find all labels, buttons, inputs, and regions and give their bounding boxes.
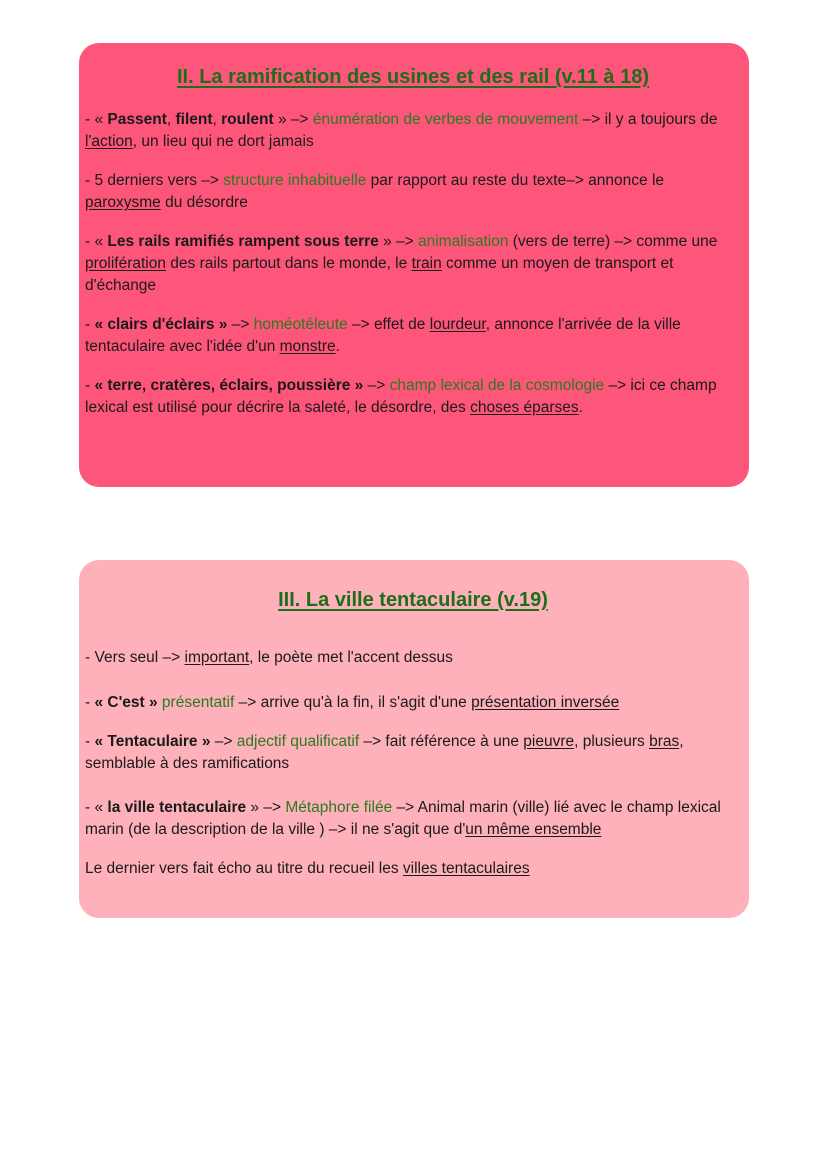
section-title: II. La ramification des usines et des rail (v.11 à 18)	[176, 66, 650, 88]
note-paragraph: - « Les rails ramifiés rampent sous terre » –> animalisation (vers de terre) –> comme une prolifération des rails partout dans le monde, le train comme un moyen de transport et d'échange	[85, 233, 718, 294]
section-card-ville-tentaculaire	[79, 560, 749, 918]
section-card-ramification	[79, 43, 749, 487]
note-paragraph: - « Tentaculaire » –> adjectif qualificatif –> fait référence à une pieuvre, plusieurs bras, semblable à des ramifications	[85, 733, 684, 772]
note-paragraph: - « la ville tentaculaire » –> Métaphore filée –> Animal marin (ville) lié avec le champ lexical marin (de la description de la ville ) –> il ne s'agit que d'un même ensemble	[85, 799, 721, 838]
note-paragraph: - « clairs d'éclairs » –> homéotéleute –> effet de lourdeur, annonce l'arrivée de la ville tentaculaire avec l'idée d'un monstre.	[85, 316, 681, 355]
note-paragraph: - « terre, cratères, éclairs, poussière » –> champ lexical de la cosmologie –> ici ce champ lexical est utilisé pour décrire la saleté, le désordre, des choses éparses.	[85, 377, 717, 416]
note-paragraph: - 5 derniers vers –> structure inhabituelle par rapport au reste du texte–> annonce le paroxysme du désordre	[85, 172, 665, 211]
section-title: III. La ville tentaculaire (v.19)	[278, 589, 548, 611]
note-paragraph: - « C'est » présentatif –> arrive qu'à la fin, il s'agit d'une présentation inversée	[85, 694, 620, 711]
note-paragraph: - Vers seul –> important, le poète met l'accent dessus	[85, 649, 453, 666]
note-paragraph: Le dernier vers fait écho au titre du recueil les villes tentaculaires	[85, 860, 530, 877]
note-paragraph: - « Passent, filent, roulent » –> énumération de verbes de mouvement –> il y a toujours de l'action, un lieu qui ne dort jamais	[85, 111, 718, 150]
